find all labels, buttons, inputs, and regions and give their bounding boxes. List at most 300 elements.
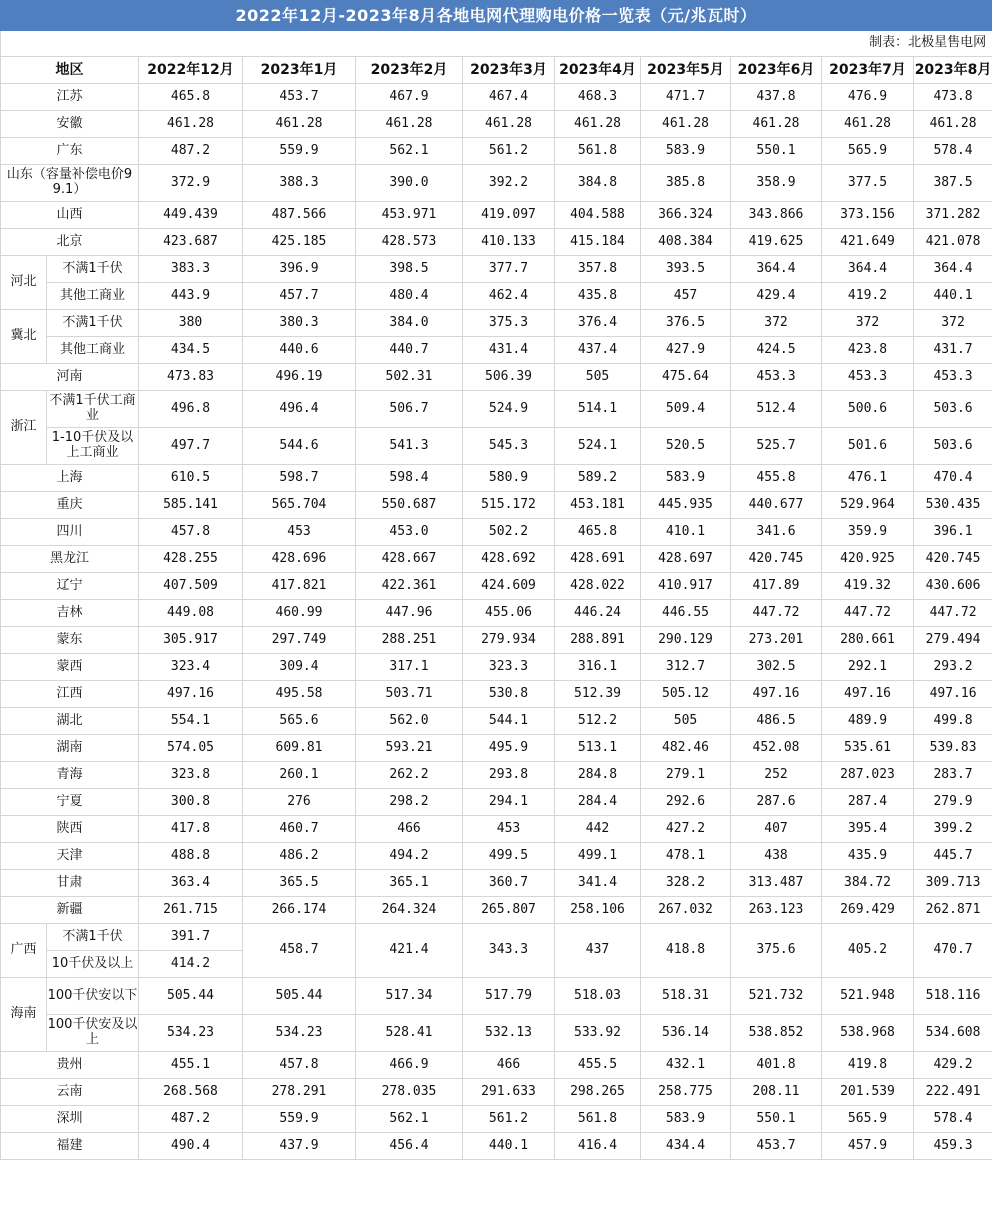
region-name: 北京 bbox=[1, 229, 139, 256]
table-row bbox=[1, 1106, 992, 1133]
price-cell: 375.3 bbox=[463, 310, 555, 337]
price-cell: 323.8 bbox=[139, 762, 243, 789]
price-cell: 565.6 bbox=[243, 708, 356, 735]
table-row bbox=[1, 627, 992, 654]
price-cell: 377.5 bbox=[822, 165, 914, 202]
price-cell: 453 bbox=[463, 816, 555, 843]
price-cell: 384.8 bbox=[555, 165, 641, 202]
table-row bbox=[1, 492, 992, 519]
price-cell: 499.5 bbox=[463, 843, 555, 870]
price-cell: 427.2 bbox=[641, 816, 731, 843]
price-cell: 525.7 bbox=[731, 428, 822, 465]
price-cell: 471.7 bbox=[641, 84, 731, 111]
price-cell: 455.1 bbox=[139, 1052, 243, 1079]
price-cell: 486.2 bbox=[243, 843, 356, 870]
region-name: 广东 bbox=[1, 138, 139, 165]
price-cell: 398.5 bbox=[356, 256, 463, 283]
price-cell: 283.7 bbox=[914, 762, 992, 789]
price-cell: 312.7 bbox=[641, 654, 731, 681]
subcategory-name: 其他工商业 bbox=[47, 283, 139, 310]
price-cell: 376.5 bbox=[641, 310, 731, 337]
price-cell: 425.185 bbox=[243, 229, 356, 256]
header-month: 2023年3月 bbox=[463, 57, 555, 84]
price-cell: 435.9 bbox=[822, 843, 914, 870]
price-cell: 428.691 bbox=[555, 546, 641, 573]
price-cell: 395.4 bbox=[822, 816, 914, 843]
price-cell: 423.687 bbox=[139, 229, 243, 256]
price-cell: 328.2 bbox=[641, 870, 731, 897]
price-cell: 278.035 bbox=[356, 1079, 463, 1106]
price-cell: 446.55 bbox=[641, 600, 731, 627]
price-cell: 453.7 bbox=[731, 1133, 822, 1160]
table-row bbox=[1, 428, 992, 465]
region-group-name: 广西 bbox=[1, 924, 47, 978]
region-name: 山西 bbox=[1, 202, 139, 229]
price-cell: 513.1 bbox=[555, 735, 641, 762]
table-row bbox=[1, 138, 992, 165]
price-cell: 428.255 bbox=[139, 546, 243, 573]
price-cell: 393.5 bbox=[641, 256, 731, 283]
region-name: 甘肃 bbox=[1, 870, 139, 897]
price-cell: 609.81 bbox=[243, 735, 356, 762]
table-row bbox=[1, 1052, 992, 1079]
price-cell: 585.141 bbox=[139, 492, 243, 519]
table-row bbox=[1, 681, 992, 708]
region-name: 河南 bbox=[1, 364, 139, 391]
price-cell: 343.866 bbox=[731, 202, 822, 229]
price-cell: 453.3 bbox=[731, 364, 822, 391]
price-cell: 524.1 bbox=[555, 428, 641, 465]
price-cell: 496.19 bbox=[243, 364, 356, 391]
price-cell: 263.123 bbox=[731, 897, 822, 924]
header-month: 2023年2月 bbox=[356, 57, 463, 84]
price-cell: 517.79 bbox=[463, 978, 555, 1015]
price-cell-merged: 405.2 bbox=[822, 924, 914, 978]
price-cell: 298.2 bbox=[356, 789, 463, 816]
price-cell: 293.2 bbox=[914, 654, 992, 681]
price-cell: 364.4 bbox=[731, 256, 822, 283]
price-cell: 440.677 bbox=[731, 492, 822, 519]
price-cell: 461.28 bbox=[914, 111, 992, 138]
price-cell: 380.3 bbox=[243, 310, 356, 337]
price-cell: 530.435 bbox=[914, 492, 992, 519]
price-cell: 475.64 bbox=[641, 364, 731, 391]
region-name: 深圳 bbox=[1, 1106, 139, 1133]
table-row bbox=[1, 310, 992, 337]
price-cell: 455.5 bbox=[555, 1052, 641, 1079]
price-cell: 380 bbox=[139, 310, 243, 337]
subcategory-name: 其他工商业 bbox=[47, 337, 139, 364]
price-cell: 341.6 bbox=[731, 519, 822, 546]
price-cell: 429.2 bbox=[914, 1052, 992, 1079]
price-cell: 372 bbox=[822, 310, 914, 337]
price-cell: 583.9 bbox=[641, 1106, 731, 1133]
price-cell: 317.1 bbox=[356, 654, 463, 681]
price-cell: 515.172 bbox=[463, 492, 555, 519]
price-cell: 453.971 bbox=[356, 202, 463, 229]
price-cell: 432.1 bbox=[641, 1052, 731, 1079]
price-cell: 461.28 bbox=[731, 111, 822, 138]
table-row bbox=[1, 202, 992, 229]
price-cell: 431.7 bbox=[914, 337, 992, 364]
price-cell: 422.361 bbox=[356, 573, 463, 600]
price-cell: 503.6 bbox=[914, 428, 992, 465]
table-row bbox=[1, 897, 992, 924]
price-cell: 497.16 bbox=[731, 681, 822, 708]
region-name: 宁夏 bbox=[1, 789, 139, 816]
price-cell: 559.9 bbox=[243, 1106, 356, 1133]
table-row bbox=[1, 735, 992, 762]
price-cell: 457.8 bbox=[243, 1052, 356, 1079]
price-cell: 589.2 bbox=[555, 465, 641, 492]
price-cell: 561.2 bbox=[463, 138, 555, 165]
price-cell: 561.8 bbox=[555, 1106, 641, 1133]
price-cell: 388.3 bbox=[243, 165, 356, 202]
price-cell: 396.9 bbox=[243, 256, 356, 283]
price-cell: 428.022 bbox=[555, 573, 641, 600]
price-cell: 505.12 bbox=[641, 681, 731, 708]
price-cell: 284.8 bbox=[555, 762, 641, 789]
price-cell: 417.89 bbox=[731, 573, 822, 600]
price-cell: 305.917 bbox=[139, 627, 243, 654]
table-row bbox=[1, 229, 992, 256]
price-cell: 269.429 bbox=[822, 897, 914, 924]
price-cell: 529.964 bbox=[822, 492, 914, 519]
price-cell: 420.745 bbox=[914, 546, 992, 573]
price-cell: 465.8 bbox=[139, 84, 243, 111]
price-cell: 494.2 bbox=[356, 843, 463, 870]
table-row bbox=[1, 654, 992, 681]
price-cell: 407.509 bbox=[139, 573, 243, 600]
price-cell: 437.4 bbox=[555, 337, 641, 364]
price-cell: 309.4 bbox=[243, 654, 356, 681]
header-row bbox=[1, 57, 992, 84]
region-name: 湖北 bbox=[1, 708, 139, 735]
region-name: 江西 bbox=[1, 681, 139, 708]
table-row bbox=[1, 364, 992, 391]
price-cell: 489.9 bbox=[822, 708, 914, 735]
price-cell: 313.487 bbox=[731, 870, 822, 897]
price-cell: 419.625 bbox=[731, 229, 822, 256]
price-cell: 468.3 bbox=[555, 84, 641, 111]
price-cell-merged: 343.3 bbox=[463, 924, 555, 978]
price-cell-merged: 375.6 bbox=[731, 924, 822, 978]
price-cell: 541.3 bbox=[356, 428, 463, 465]
price-cell: 452.08 bbox=[731, 735, 822, 762]
region-name: 青海 bbox=[1, 762, 139, 789]
price-cell: 478.1 bbox=[641, 843, 731, 870]
price-cell: 473.8 bbox=[914, 84, 992, 111]
price-cell: 428.692 bbox=[463, 546, 555, 573]
table-row bbox=[1, 870, 992, 897]
price-cell: 385.8 bbox=[641, 165, 731, 202]
region-group-name: 海南 bbox=[1, 978, 47, 1052]
price-cell: 476.9 bbox=[822, 84, 914, 111]
price-cell: 534.23 bbox=[139, 1015, 243, 1052]
subcategory-name: 10千伏及以上 bbox=[47, 951, 139, 978]
price-cell: 266.174 bbox=[243, 897, 356, 924]
price-cell: 383.3 bbox=[139, 256, 243, 283]
price-cell: 453.3 bbox=[914, 364, 992, 391]
price-cell: 419.097 bbox=[463, 202, 555, 229]
price-cell-merged: 418.8 bbox=[641, 924, 731, 978]
price-cell: 518.31 bbox=[641, 978, 731, 1015]
price-cell: 292.6 bbox=[641, 789, 731, 816]
price-cell: 461.28 bbox=[356, 111, 463, 138]
price-cell-merged: 437 bbox=[555, 924, 641, 978]
price-cell: 495.9 bbox=[463, 735, 555, 762]
price-cell: 278.291 bbox=[243, 1079, 356, 1106]
price-cell: 503.6 bbox=[914, 391, 992, 428]
region-name: 蒙西 bbox=[1, 654, 139, 681]
price-cell: 457.9 bbox=[822, 1133, 914, 1160]
region-name: 贵州 bbox=[1, 1052, 139, 1079]
price-cell: 457.8 bbox=[139, 519, 243, 546]
price-cell: 509.4 bbox=[641, 391, 731, 428]
price-cell: 341.4 bbox=[555, 870, 641, 897]
price-cell: 497.16 bbox=[822, 681, 914, 708]
price-cell: 455.06 bbox=[463, 600, 555, 627]
price-cell: 490.4 bbox=[139, 1133, 243, 1160]
price-cell: 467.9 bbox=[356, 84, 463, 111]
price-cell: 372.9 bbox=[139, 165, 243, 202]
table-row bbox=[1, 165, 992, 202]
price-cell: 457.7 bbox=[243, 283, 356, 310]
table-row bbox=[1, 1133, 992, 1160]
price-cell: 279.1 bbox=[641, 762, 731, 789]
header-region: 地区 bbox=[1, 57, 139, 84]
price-cell: 486.5 bbox=[731, 708, 822, 735]
price-cell: 267.032 bbox=[641, 897, 731, 924]
price-cell: 438 bbox=[731, 843, 822, 870]
table-row bbox=[1, 600, 992, 627]
price-cell: 530.8 bbox=[463, 681, 555, 708]
price-cell: 440.1 bbox=[463, 1133, 555, 1160]
header-month: 2023年1月 bbox=[243, 57, 356, 84]
price-cell: 499.1 bbox=[555, 843, 641, 870]
price-cell: 447.72 bbox=[822, 600, 914, 627]
price-cell: 404.588 bbox=[555, 202, 641, 229]
price-cell: 420.925 bbox=[822, 546, 914, 573]
price-cell: 302.5 bbox=[731, 654, 822, 681]
price-cell: 424.5 bbox=[731, 337, 822, 364]
price-cell: 470.4 bbox=[914, 465, 992, 492]
price-cell: 480.4 bbox=[356, 283, 463, 310]
price-cell: 453.7 bbox=[243, 84, 356, 111]
header-month: 2023年8月 bbox=[914, 57, 992, 84]
table-row bbox=[1, 924, 992, 951]
price-cell: 298.265 bbox=[555, 1079, 641, 1106]
price-cell: 518.03 bbox=[555, 978, 641, 1015]
price-cell: 420.745 bbox=[731, 546, 822, 573]
price-cell: 554.1 bbox=[139, 708, 243, 735]
price-cell: 435.8 bbox=[555, 283, 641, 310]
price-cell: 562.1 bbox=[356, 1106, 463, 1133]
price-cell: 610.5 bbox=[139, 465, 243, 492]
price-cell: 544.6 bbox=[243, 428, 356, 465]
price-cell: 424.609 bbox=[463, 573, 555, 600]
price-cell: 583.9 bbox=[641, 138, 731, 165]
price-cell: 482.46 bbox=[641, 735, 731, 762]
price-cell: 457 bbox=[641, 283, 731, 310]
price-cell: 453 bbox=[243, 519, 356, 546]
price-cell: 521.732 bbox=[731, 978, 822, 1015]
price-cell: 561.2 bbox=[463, 1106, 555, 1133]
price-cell: 265.807 bbox=[463, 897, 555, 924]
header-month: 2023年7月 bbox=[822, 57, 914, 84]
price-cell: 365.5 bbox=[243, 870, 356, 897]
price-cell: 359.9 bbox=[822, 519, 914, 546]
price-cell: 544.1 bbox=[463, 708, 555, 735]
price-cell: 461.28 bbox=[243, 111, 356, 138]
region-name: 江苏 bbox=[1, 84, 139, 111]
price-cell: 476.1 bbox=[822, 465, 914, 492]
price-cell: 449.439 bbox=[139, 202, 243, 229]
price-cell: 528.41 bbox=[356, 1015, 463, 1052]
price-cell: 290.129 bbox=[641, 627, 731, 654]
price-cell: 222.491 bbox=[914, 1079, 992, 1106]
price-cell: 284.4 bbox=[555, 789, 641, 816]
price-cell: 392.2 bbox=[463, 165, 555, 202]
price-cell: 268.568 bbox=[139, 1079, 243, 1106]
price-cell: 434.4 bbox=[641, 1133, 731, 1160]
price-cell: 497.16 bbox=[139, 681, 243, 708]
price-cell: 506.39 bbox=[463, 364, 555, 391]
price-cell: 561.8 bbox=[555, 138, 641, 165]
price-cell: 273.201 bbox=[731, 627, 822, 654]
table-row bbox=[1, 843, 992, 870]
price-cell: 421.649 bbox=[822, 229, 914, 256]
price-cell: 372 bbox=[731, 310, 822, 337]
price-cell: 550.1 bbox=[731, 138, 822, 165]
price-cell: 423.8 bbox=[822, 337, 914, 364]
price-cell: 562.1 bbox=[356, 138, 463, 165]
header-month: 2023年4月 bbox=[555, 57, 641, 84]
price-cell: 583.9 bbox=[641, 465, 731, 492]
price-cell: 372 bbox=[914, 310, 992, 337]
region-name: 蒙东 bbox=[1, 627, 139, 654]
table-row bbox=[1, 337, 992, 364]
price-cell: 396.1 bbox=[914, 519, 992, 546]
region-name: 福建 bbox=[1, 1133, 139, 1160]
price-cell: 502.2 bbox=[463, 519, 555, 546]
subcategory-name: 1-10千伏及以上工商业 bbox=[47, 428, 139, 465]
subcategory-name: 100千伏安以下 bbox=[47, 978, 139, 1015]
price-cell: 536.14 bbox=[641, 1015, 731, 1052]
price-cell: 437.9 bbox=[243, 1133, 356, 1160]
price-cell: 598.7 bbox=[243, 465, 356, 492]
price-cell: 496.8 bbox=[139, 391, 243, 428]
price-cell: 445.7 bbox=[914, 843, 992, 870]
price-cell: 428.573 bbox=[356, 229, 463, 256]
price-cell: 291.633 bbox=[463, 1079, 555, 1106]
price-cell: 414.2 bbox=[139, 951, 243, 978]
price-cell: 497.7 bbox=[139, 428, 243, 465]
price-cell: 534.608 bbox=[914, 1015, 992, 1052]
price-cell: 562.0 bbox=[356, 708, 463, 735]
price-cell: 360.7 bbox=[463, 870, 555, 897]
price-cell: 505 bbox=[641, 708, 731, 735]
price-cell: 453.3 bbox=[822, 364, 914, 391]
price-cell: 373.156 bbox=[822, 202, 914, 229]
price-cell: 261.715 bbox=[139, 897, 243, 924]
price-cell: 440.7 bbox=[356, 337, 463, 364]
price-cell: 461.28 bbox=[463, 111, 555, 138]
price-cell: 391.7 bbox=[139, 924, 243, 951]
price-cell: 487.566 bbox=[243, 202, 356, 229]
price-cell: 419.2 bbox=[822, 283, 914, 310]
price-cell: 539.83 bbox=[914, 735, 992, 762]
price-cell: 465.8 bbox=[555, 519, 641, 546]
price-cell: 550.1 bbox=[731, 1106, 822, 1133]
price-table bbox=[0, 31, 992, 1160]
price-cell: 487.2 bbox=[139, 138, 243, 165]
price-cell: 258.775 bbox=[641, 1079, 731, 1106]
table-title: 2022年12月-2023年8月各地电网代理购电价格一览表（元/兆瓦时） bbox=[0, 0, 992, 31]
price-cell: 500.6 bbox=[822, 391, 914, 428]
table-row bbox=[1, 256, 992, 283]
price-cell-merged: 421.4 bbox=[356, 924, 463, 978]
price-cell: 357.8 bbox=[555, 256, 641, 283]
price-cell: 384.0 bbox=[356, 310, 463, 337]
table-row bbox=[1, 283, 992, 310]
price-cell: 440.1 bbox=[914, 283, 992, 310]
region-name: 安徽 bbox=[1, 111, 139, 138]
price-cell: 449.08 bbox=[139, 600, 243, 627]
table-row bbox=[1, 573, 992, 600]
price-cell: 517.34 bbox=[356, 978, 463, 1015]
table-row bbox=[1, 546, 992, 573]
price-cell: 460.7 bbox=[243, 816, 356, 843]
price-cell: 462.4 bbox=[463, 283, 555, 310]
price-cell: 497.16 bbox=[914, 681, 992, 708]
price-cell: 514.1 bbox=[555, 391, 641, 428]
price-cell: 538.968 bbox=[822, 1015, 914, 1052]
price-cell: 520.5 bbox=[641, 428, 731, 465]
price-cell: 410.1 bbox=[641, 519, 731, 546]
price-cell: 461.28 bbox=[822, 111, 914, 138]
price-cell: 408.384 bbox=[641, 229, 731, 256]
price-cell: 358.9 bbox=[731, 165, 822, 202]
price-cell: 550.687 bbox=[356, 492, 463, 519]
price-cell: 415.184 bbox=[555, 229, 641, 256]
price-cell: 580.9 bbox=[463, 465, 555, 492]
region-name: 云南 bbox=[1, 1079, 139, 1106]
price-cell: 288.891 bbox=[555, 627, 641, 654]
price-cell: 578.4 bbox=[914, 1106, 992, 1133]
price-cell: 565.9 bbox=[822, 138, 914, 165]
price-cell: 501.6 bbox=[822, 428, 914, 465]
table-row bbox=[1, 391, 992, 428]
price-cell: 252 bbox=[731, 762, 822, 789]
price-cell: 453.0 bbox=[356, 519, 463, 546]
price-cell: 287.4 bbox=[822, 789, 914, 816]
price-cell: 506.7 bbox=[356, 391, 463, 428]
price-cell: 518.116 bbox=[914, 978, 992, 1015]
price-cell: 473.83 bbox=[139, 364, 243, 391]
price-cell: 593.21 bbox=[356, 735, 463, 762]
price-cell: 447.72 bbox=[731, 600, 822, 627]
price-cell: 535.61 bbox=[822, 735, 914, 762]
price-cell: 260.1 bbox=[243, 762, 356, 789]
price-cell: 505.44 bbox=[139, 978, 243, 1015]
price-cell: 487.2 bbox=[139, 1106, 243, 1133]
price-cell: 598.4 bbox=[356, 465, 463, 492]
price-cell: 545.3 bbox=[463, 428, 555, 465]
region-group-name: 冀北 bbox=[1, 310, 47, 364]
price-cell: 208.11 bbox=[731, 1079, 822, 1106]
table-row bbox=[1, 519, 992, 546]
